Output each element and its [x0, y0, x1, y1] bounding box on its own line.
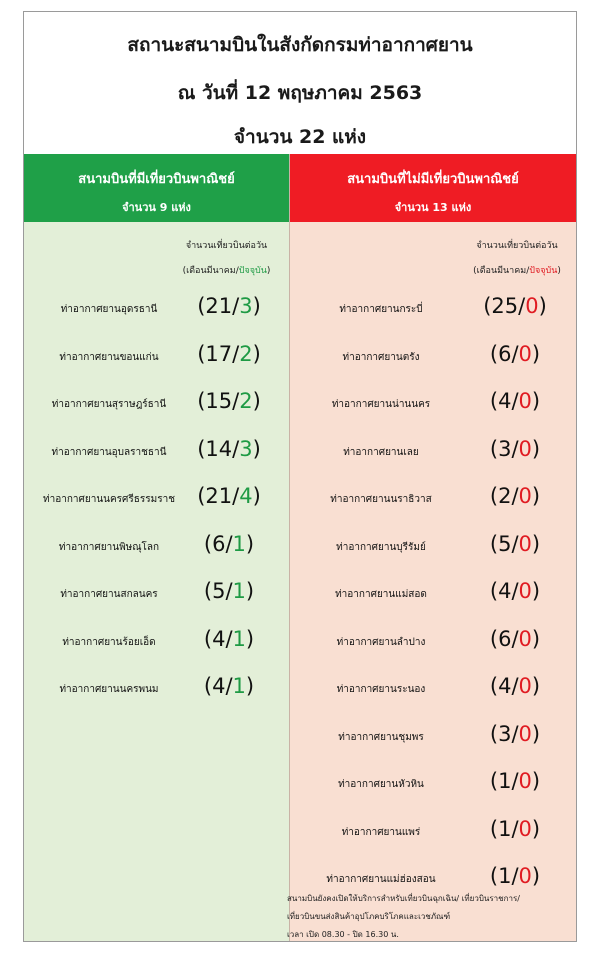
current-flights: 0 [518, 531, 532, 556]
airport-name: ท่าอากาศยานเลย [343, 446, 419, 458]
flight-count: (1/0) [489, 769, 541, 793]
airport-name: ท่าอากาศยานแม่ฮ่องสอน [326, 874, 436, 885]
flight-count: (6/0) [489, 626, 541, 651]
flight-count: (4/1) [203, 626, 255, 651]
march-flights: 6 [498, 341, 512, 366]
flight-count: (6/1) [203, 531, 255, 556]
airport-name: ท่าอากาศยานขอนแก่น [59, 351, 159, 363]
current-flights: 0 [518, 341, 532, 366]
current-flights: 2 [239, 389, 253, 413]
airport-name: ท่าอากาศยานอุบลราชธานี [51, 446, 167, 458]
march-flights: 2 [498, 484, 512, 508]
non-commercial-column [290, 154, 576, 941]
note-line-1: สนามบินยังคงเปิดให้บริการสำหรับเที่ยวบินฉุกเฉิน/ เที่ยวบินราชการ/ [287, 894, 520, 903]
march-flights: 15 [205, 389, 233, 413]
commercial-header [24, 154, 289, 222]
current-flights: 0 [518, 389, 532, 413]
march-flights: 1 [498, 864, 512, 888]
current-flights: 4 [239, 484, 253, 508]
current-flights: 2 [239, 341, 253, 366]
current-flights: 0 [518, 864, 532, 888]
current-flights: 0 [525, 294, 539, 318]
current-flights: 1 [232, 531, 246, 556]
march-flights: 3 [498, 721, 512, 746]
total-count: จำนวน 22 แห่ง [233, 126, 367, 148]
current-flights: 0 [518, 579, 532, 603]
airport-name: ท่าอากาศยานน่านนคร [331, 399, 431, 410]
airport-name: ท่าอากาศยานนราธิวาส [330, 494, 432, 505]
flight-count: (4/0) [489, 579, 541, 603]
flight-count: (4/1) [203, 674, 255, 698]
flight-count: (17/2) [197, 341, 261, 366]
non-commercial-subheader [458, 238, 576, 277]
note-line-3: เวลา เปิด 08.30 - ปิด 16.30 น. [287, 930, 399, 939]
airport-name: ท่าอากาศยานสุราษฎร์ธานี [51, 399, 167, 410]
current-flights: 0 [518, 626, 532, 651]
flight-count: (15/2) [197, 389, 261, 413]
airport-name: ท่าอากาศยานพิษณุโลก [58, 541, 160, 553]
current-flights: 1 [232, 579, 246, 603]
airport-name: ท่าอากาศยานนครศรีธรรมราช [43, 494, 175, 505]
march-flights: 1 [498, 816, 512, 841]
subheader-prefix: (เดือนมีนาคม/ [182, 266, 239, 276]
current-flights: 3 [239, 294, 253, 318]
current-flights: 0 [518, 436, 532, 461]
flight-count: (1/0) [489, 864, 541, 888]
march-flights: 25 [491, 294, 519, 318]
current-flights: 1 [232, 674, 246, 698]
subheader-suffix: ) [266, 266, 271, 276]
airport-name: ท่าอากาศยานระนอง [336, 684, 426, 695]
subheader-prefix: (เดือนมีนาคม/ [473, 266, 530, 276]
airport-name: ท่าอากาศยานแพร่ [341, 826, 421, 838]
flight-count: (1/0) [489, 816, 541, 841]
flight-count: (3/0) [489, 436, 541, 461]
airport-name: ท่าอากาศยานร้อยเอ็ด [62, 636, 156, 648]
airport-name: ท่าอากาศยานนครพนม [59, 684, 159, 695]
note-line-2: เที่ยวบินขนส่งสินค้าอุปโภคบริโภคและเวชภัณฑ์ [287, 912, 451, 921]
current-flights: 1 [232, 626, 246, 651]
march-flights: 4 [498, 579, 512, 603]
airport-name: ท่าอากาศยานอุดรธานี [60, 304, 158, 315]
airport-name: ท่าอากาศยานแม่สอด [335, 589, 427, 600]
flight-count: (5/0) [489, 531, 541, 556]
march-flights: 21 [205, 294, 233, 318]
current-flights: 0 [518, 816, 532, 841]
airport-name: ท่าอากาศยานกระบี่ [339, 304, 423, 315]
march-flights: 17 [205, 341, 233, 366]
march-flights: 21 [205, 484, 233, 508]
flight-count: (25/0) [483, 294, 547, 318]
march-flights: 4 [212, 626, 226, 651]
title-block [24, 12, 576, 154]
flight-count: (4/0) [489, 674, 541, 698]
subheader-line1: จำนวนเที่ยวบินต่อวัน [476, 241, 558, 251]
commercial-column [24, 154, 290, 941]
current-flights: 0 [518, 721, 532, 746]
current-flights: 0 [518, 484, 532, 508]
flight-count: (5/1) [203, 579, 255, 603]
status-sheet [23, 11, 577, 942]
subheader-accent: ปัจจุบัน [238, 266, 267, 276]
subheader-suffix: ) [557, 266, 561, 276]
march-flights: 4 [498, 674, 512, 698]
flight-count: (21/4) [197, 484, 261, 508]
flight-count: (14/3) [197, 436, 261, 461]
march-flights: 4 [212, 674, 226, 698]
commercial-subheader [164, 238, 289, 277]
airport-name: ท่าอากาศยานบุรีรัมย์ [336, 541, 426, 553]
flight-count: (3/0) [489, 721, 541, 746]
flight-count: (4/0) [489, 389, 541, 413]
airport-name: ท่าอากาศยานสกลนคร [60, 589, 158, 600]
march-flights: 6 [498, 626, 512, 651]
commercial-title: สนามบินที่มีเที่ยวบินพาณิชย์ [78, 172, 235, 187]
airport-name: ท่าอากาศยานลำปาง [336, 636, 426, 648]
march-flights: 14 [205, 436, 233, 461]
date-line: ณ วันที่ 12 พฤษภาคม 2563 [177, 82, 423, 104]
airport-name: ท่าอากาศยานตรัง [342, 351, 420, 363]
flight-count: (21/3) [197, 294, 261, 318]
current-flights: 0 [518, 674, 532, 698]
airport-name: ท่าอากาศยานชุมพร [338, 731, 424, 743]
current-flights: 3 [239, 436, 253, 461]
subheader-line1: จำนวนเที่ยวบินต่อวัน [185, 241, 268, 251]
commercial-count: จำนวน 9 แห่ง [122, 201, 191, 214]
march-flights: 4 [498, 389, 512, 413]
flight-count: (2/0) [489, 484, 541, 508]
march-flights: 1 [498, 769, 512, 793]
page-title: สถานะสนามบินในสังกัดกรมท่าอากาศยาน [127, 34, 473, 56]
march-flights: 5 [212, 579, 226, 603]
non-commercial-title: สนามบินที่ไม่มีเที่ยวบินพาณิชย์ [347, 172, 519, 187]
airport-name: ท่าอากาศยานหัวหิน [338, 779, 424, 790]
subheader-accent: ปัจจุบัน [529, 266, 558, 276]
current-flights: 0 [518, 769, 532, 793]
non-commercial-count: จำนวน 13 แห่ง [394, 201, 472, 214]
march-flights: 5 [498, 531, 512, 556]
non-commercial-header [290, 154, 576, 222]
march-flights: 6 [212, 531, 226, 556]
flight-count: (6/0) [489, 341, 541, 366]
march-flights: 3 [498, 436, 512, 461]
